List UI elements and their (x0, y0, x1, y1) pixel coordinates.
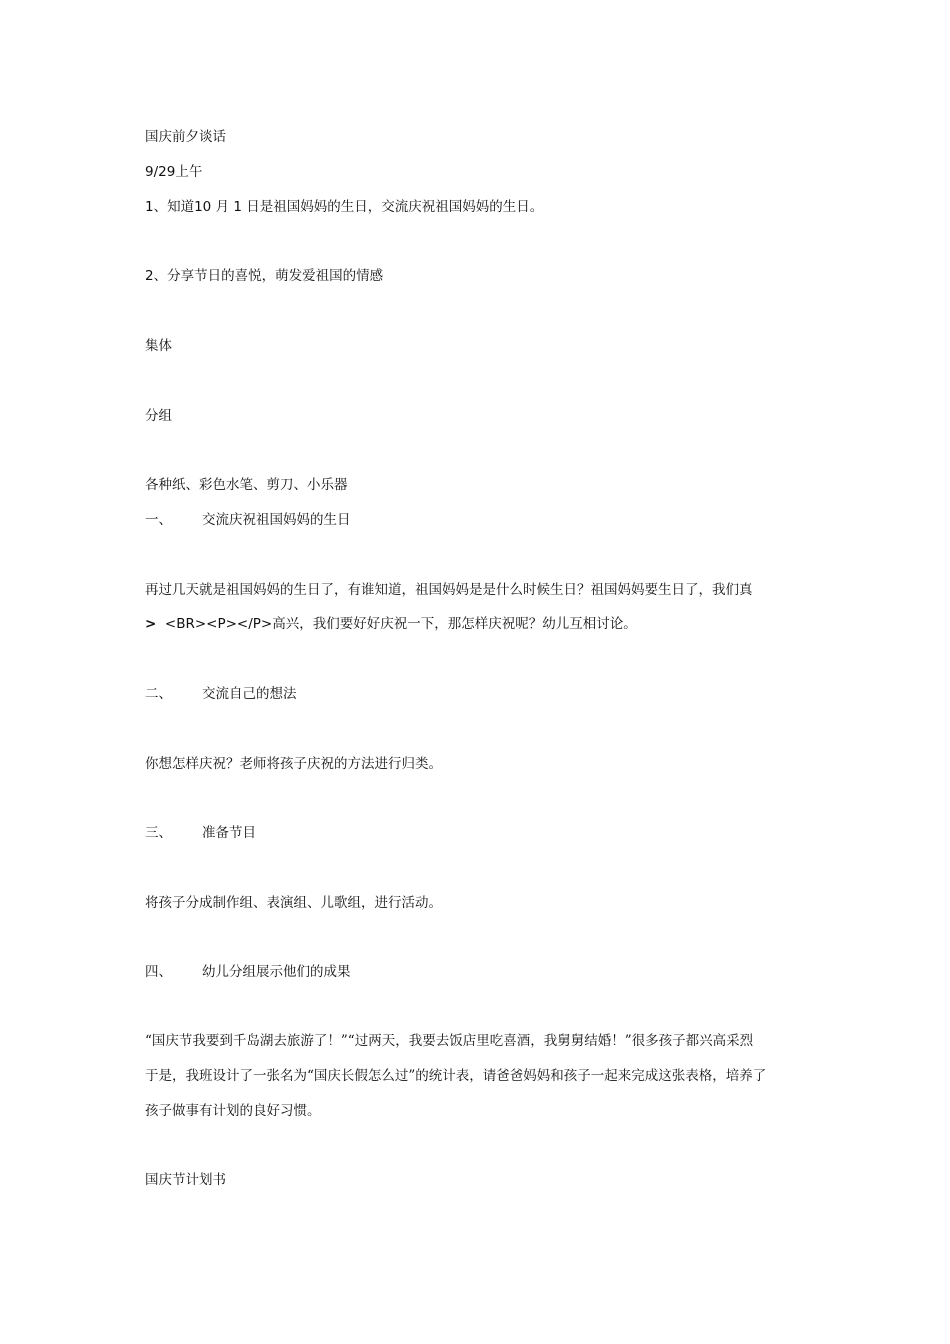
paragraph-line: “国庆节我要到千岛湖去旅游了！”“过两天，我要去饭店里吃喜酒，我舅舅结婚！”很多孩子都兴高采烈 (145, 1033, 754, 1049)
quote-marker: > (145, 616, 157, 632)
section-title: 准备节目 (202, 825, 256, 841)
section-heading-1 (145, 511, 351, 529)
materials: 各种纸、彩色水笔、剪刀、小乐器 (145, 477, 348, 493)
goal-1-number-month: 10 (194, 199, 212, 215)
goal-1 (145, 198, 543, 216)
paragraph-line: 孩子做事有计划的良好习惯。 (145, 1103, 321, 1119)
goal-1-number-day: 1 (233, 199, 242, 215)
document-title: 国庆前夕谈话 (145, 129, 226, 145)
goal-2-text: 分享节日的喜悦，萌发爱祖国的情感 (167, 268, 384, 284)
section-title: 幼儿分组展示他们的成果 (202, 964, 351, 980)
section-heading-2 (145, 685, 297, 703)
section-number: 四、 (145, 964, 172, 980)
footer-title: 国庆节计划书 (145, 1172, 226, 1188)
goal-2 (145, 267, 383, 285)
goal-2-prefix: 2、 (145, 268, 168, 284)
section-heading-3 (145, 824, 256, 842)
section-title: 交流自己的想法 (202, 686, 297, 702)
date-line (145, 163, 202, 181)
activity-form-group: 分组 (145, 408, 172, 424)
html-code-text: <BR><P></P> (164, 616, 273, 632)
section-heading-4 (145, 963, 351, 981)
section-number: 三、 (145, 825, 172, 841)
paragraph-line: 于是，我班设计了一张名为“国庆长假怎么过”的统计表，请爸爸妈妈和孩子一起来完成这张表格，培养了 (145, 1068, 767, 1084)
section-body-1-rest: 高兴，我们要好好庆祝一下，那怎样庆祝呢？幼儿互相讨论。 (272, 616, 637, 632)
section-number: 一、 (145, 512, 172, 528)
section-body-3: 将孩子分成制作组、表演组、儿歌组，进行活动。 (145, 895, 442, 911)
section-body-1-continued (145, 615, 637, 633)
section-body-2: 你想怎样庆祝？老师将孩子庆祝的方法进行归类。 (145, 756, 442, 772)
date-value: 9/29 (145, 164, 176, 180)
goal-1-text: 日是祖国妈妈的生日，交流庆祝祖国妈妈的生日。 (246, 199, 544, 215)
goal-1-month-char: 月 (215, 199, 230, 215)
goal-1-prefix: 1、知道 (145, 199, 195, 215)
section-number: 二、 (145, 686, 172, 702)
section-title: 交流庆祝祖国妈妈的生日 (202, 512, 351, 528)
date-period: 上午 (175, 164, 203, 180)
activity-form-collective: 集体 (145, 338, 172, 354)
section-body-1: 再过几天就是祖国妈妈的生日了，有谁知道，祖国妈妈是是什么时候生日？祖国妈妈要生日了，我们真 (145, 582, 753, 598)
